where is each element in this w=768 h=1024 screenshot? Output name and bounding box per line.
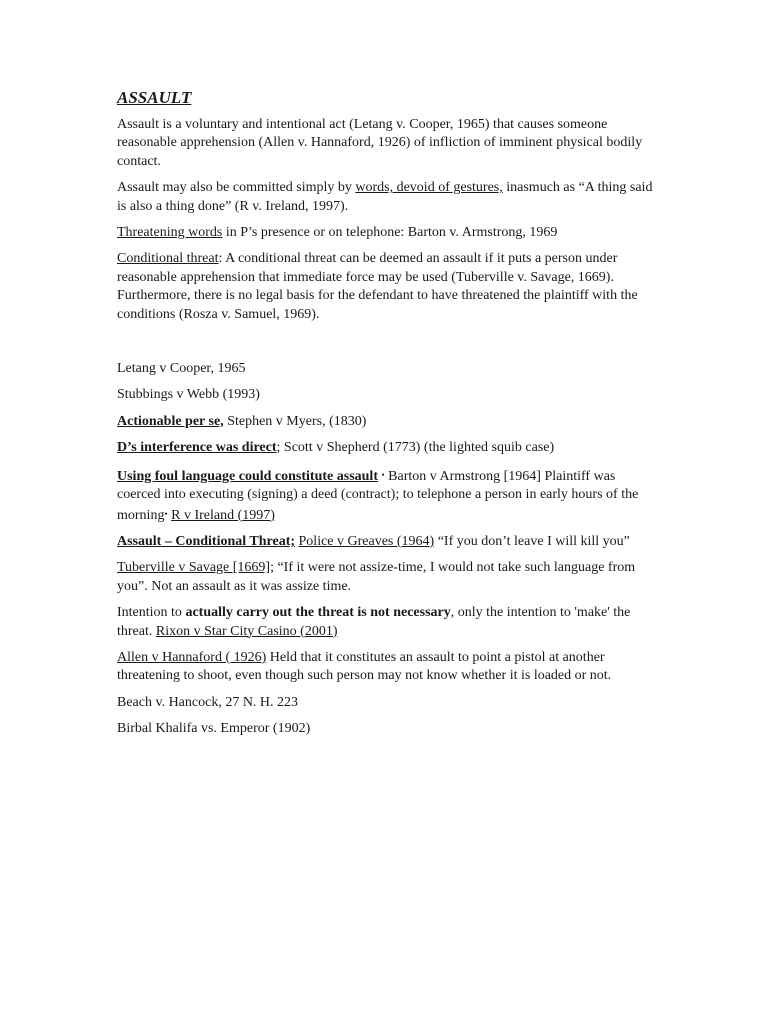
conditional-case: Police v Greaves (1964) <box>298 533 435 549</box>
bullet-icon: • <box>164 508 168 519</box>
case-direct <box>117 439 657 457</box>
actionable-text: Stephen v Myers, (1830) <box>223 413 367 429</box>
words-underlined: words, devoid of gestures, <box>355 180 503 196</box>
case-actionable <box>117 413 657 431</box>
direct-label: D’s interference was direct <box>117 440 277 456</box>
intention-before: Intention to <box>117 605 186 621</box>
case-stubbings <box>117 386 657 404</box>
case-beach <box>117 694 657 712</box>
definition-text: Assault is a voluntary and intentional act (Letang v. Cooper, 1965) that causes someone reasonable apprehension (Allen v. Hannaford, 1926) of infliction of imminent physical bodily contact. <box>117 117 643 169</box>
words-after: inasmuch as “A thing said is also a thing done” (R v. Ireland, 1997). <box>117 180 653 214</box>
intro-paragraph-threatening <box>117 224 657 242</box>
case-conditional-threat <box>117 533 657 551</box>
intro-paragraph-definition <box>117 116 657 171</box>
case-intention <box>117 604 657 641</box>
bullet-icon: • <box>381 469 385 480</box>
conditional-threat-heading: Conditional threat <box>117 251 219 267</box>
threatening-words-heading: Threatening words <box>117 225 223 241</box>
case-tuberville <box>117 559 657 596</box>
page-title: ASSAULT <box>117 88 192 107</box>
intention-case: Rixon v Star City Casino (2001) <box>155 623 338 639</box>
allen-text: Held that it constitutes an assault to point a pistol at another threatening to shoot, even though such person may not know whether it is loaded or not. <box>117 649 612 684</box>
case-birbal <box>117 720 657 738</box>
tuberville-case: Tuberville v Savage [1669] <box>117 560 271 576</box>
case-birbal-text: Birbal Khalifa vs. Emperor (1902) <box>117 721 311 737</box>
words-before: Assault may also be committed simply by <box>117 180 356 196</box>
case-letang-text: Letang v Cooper, 1965 <box>117 361 246 377</box>
conditional-threat-text: : A conditional threat can be deemed an assault if it puts a person under reasonable apprehension that immediate force may be used (Tuberville v. Savage, 1669). Furthermore, there is no legal basis for the defendant to have threatened the plaintiff with the conditions (Rosza v. Samuel, 1969). <box>117 251 638 322</box>
foul-label: Using foul language could constitute assault <box>117 468 378 484</box>
allen-case: Allen v Hannaford ( 1926) <box>117 649 267 665</box>
conditional-quote: “If you don’t leave I will kill you” <box>434 533 630 549</box>
spacer <box>117 332 657 360</box>
case-letang <box>117 360 657 378</box>
document-page <box>117 88 657 747</box>
intro-paragraph-words <box>117 179 657 216</box>
threatening-words-text: in P’s presence or on telephone: Barton v. Armstrong, 1969 <box>222 225 558 241</box>
tuberville-text: ; “If it were not assize-time, I would not take such language from you”. Not an assault as it was assize time. <box>117 560 636 594</box>
conditional-label: Assault – Conditional Threat; <box>117 533 296 549</box>
intention-after: , only the intention to 'make' the threat. <box>117 605 631 639</box>
intro-paragraph-conditional <box>117 250 657 324</box>
case-stubbings-text: Stubbings v Webb (1993) <box>117 387 260 403</box>
actionable-label: Actionable per se, <box>117 413 224 429</box>
case-allen <box>117 649 657 686</box>
foul-case: R v Ireland (1997) <box>171 507 275 523</box>
case-beach-text: Beach v. Hancock, 27 N. H. 223 <box>117 694 299 710</box>
direct-text: ; Scott v Shepherd (1773) (the lighted squib case) <box>276 440 555 456</box>
intention-bold: actually carry out the threat is not necessary <box>185 605 451 621</box>
case-foul-language <box>117 466 657 525</box>
foul-text: Barton v Armstrong [1964] Plaintiff was coerced into executing (signing) a deed (contract); to telephone a person in early hours of the morning <box>117 468 639 523</box>
